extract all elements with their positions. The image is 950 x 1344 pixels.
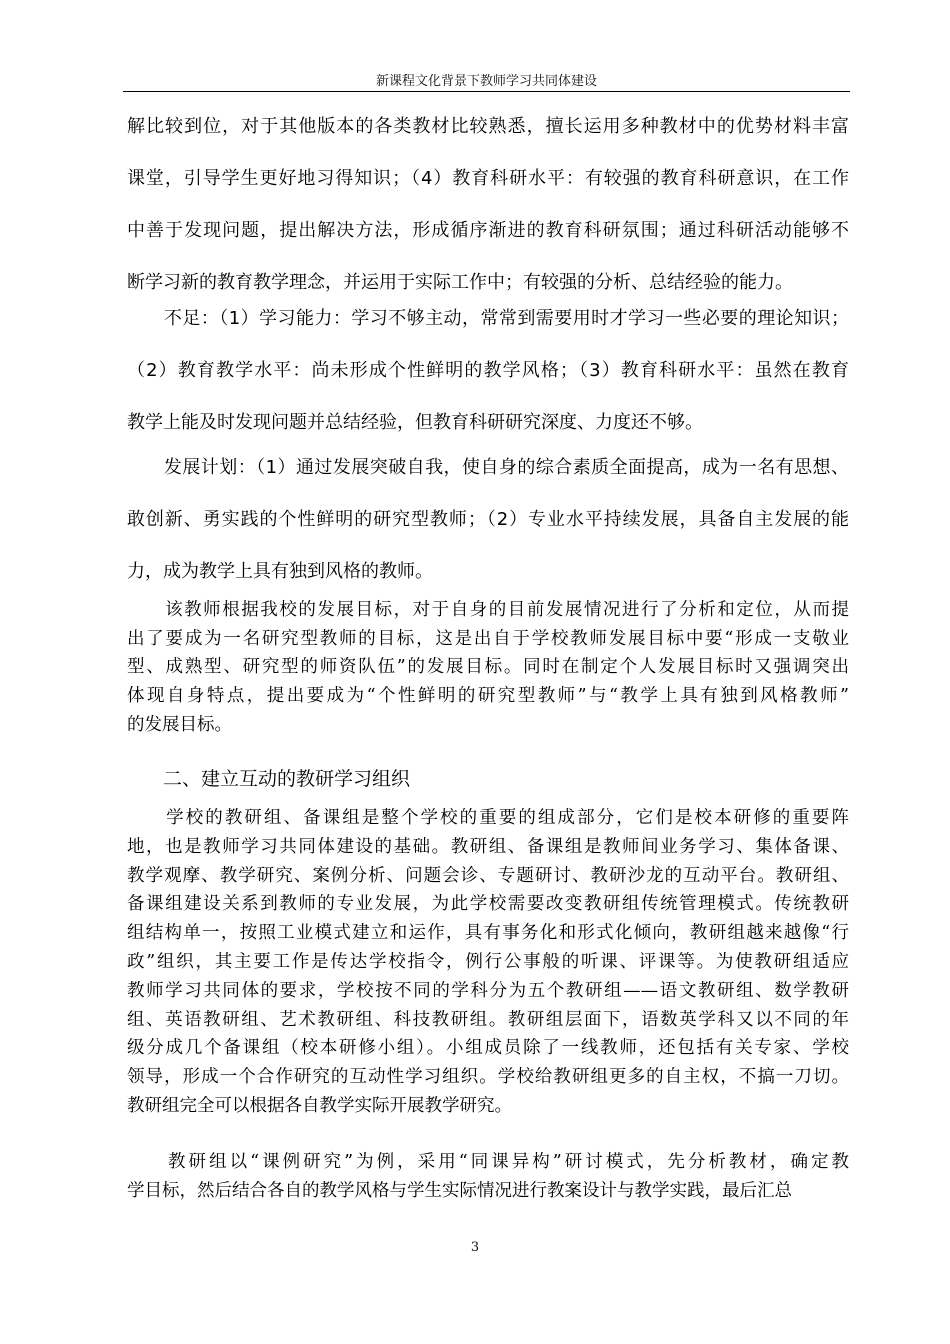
- text-line: 教研组以“课例研究”为例，采用“同课异构”研讨模式，先分析教材，确定教: [127, 1152, 849, 1172]
- text-line: 学目标，然后结合各自的教学风格与学生实际情况进行教案设计与教学实践，最后汇总: [127, 1181, 792, 1201]
- text-line: 断学习新的教育教学理念，并运用于实际工作中；有较强的分析、总结经验的能力。: [127, 272, 793, 293]
- text-line: 出了要成为一名研究型教师的目标，这是出自于学校教师发展目标中要“形成一支敬业: [127, 628, 849, 649]
- text-line: 级分成几个备课组（校本研修小组）。小组成员除了一线教师，还包括有关专家、学校: [127, 1038, 849, 1059]
- text-line: 解比较到位，对于其他版本的各类教材比较熟悉，擅长运用多种教材中的优势材料丰富: [127, 116, 849, 137]
- text-line: 体现自身特点，提出要成为“个性鲜明的研究型教师”与“教学上具有独到风格教师”: [127, 686, 849, 707]
- text-line: 组结构单一，按照工业模式建立和运作，具有事务化和形式化倾向，教研组越来越像“行: [127, 923, 849, 944]
- text-line: 课堂，引导学生更好地习得知识；（4）教育科研水平：有较强的教育科研意识，在工作: [127, 168, 849, 189]
- text-line: 中善于发现问题，提出解决方法，形成循序渐进的教育科研氛围；通过科研活动能够不: [127, 220, 849, 241]
- running-header: 新课程文化背景下教师学习共同体建设: [375, 74, 597, 89]
- text-line: 该教师根据我校的发展目标，对于自身的目前发展情况进行了分析和定位，从而提: [127, 600, 849, 620]
- text-line: 敢创新、勇实践的个性鲜明的研究型教师；（2）专业水平持续发展，具备自主发展的能: [127, 509, 849, 530]
- paragraph-analysis: [127, 596, 849, 740]
- header-rule: [123, 91, 850, 92]
- text-line: 教研组完全可以根据各自教学实际开展教学研究。: [127, 1095, 512, 1116]
- text-line: 领导，形成一个合作研究的互动性学习组织。学校给教研组更多的自主权，不搞一刀切。: [127, 1067, 849, 1088]
- text-line: 教师学习共同体的要求，学校按不同的学科分为五个教研组——语文教研组、数学教研: [127, 980, 849, 1001]
- text-line: 政”组织，其主要工作是传达学校指令，例行公事般的听课、评课等。为使教研组适应: [127, 951, 849, 972]
- text-line: （2）教育教学水平：尚未形成个性鲜明的教学风格；（3）教育科研水平：虽然在教育: [127, 360, 849, 381]
- page-number: 3: [470, 1240, 480, 1255]
- text-line: 地，也是教师学习共同体建设的基础。教研组、备课组是教师间业务学习、集体备课、: [127, 836, 849, 857]
- text-line: 教学观摩、教学研究、案例分析、问题会诊、专题研讨、教研沙龙的互动平台。教研组、: [127, 865, 849, 886]
- paragraph-abilities-continued: [127, 101, 849, 309]
- text-line: 教学上能及时发现问题并总结经验，但教育科研研究深度、力度还不够。: [127, 412, 703, 433]
- text-line: 发展计划：（1）通过发展突破自我，使自身的综合素质全面提高，成为一名有思想、: [127, 457, 849, 478]
- paragraph-lesson-study: [127, 1148, 849, 1206]
- text-line: 组、英语教研组、艺术教研组、科技教研组。教研组层面下，语数英学科又以不同的年: [127, 1009, 849, 1030]
- text-line: 型、成熟型、研究型的师资队伍”的发展目标。同时在制定个人发展目标时又强调突出: [127, 657, 849, 678]
- section-heading: 二、建立互动的教研学习组织: [163, 768, 411, 790]
- text-line: 力，成为教学上具有独到风格的教师。: [127, 561, 433, 582]
- text-line: 学校的教研组、备课组是整个学校的重要的组成部分，它们是校本研修的重要阵: [127, 808, 849, 828]
- text-line: 不足：（1）学习能力：学习不够主动，常常到需要用时才学习一些必要的理论知识；: [127, 308, 849, 329]
- text-line: 备课组建设关系到教师的专业发展，为此学校需要改变教研组传统管理模式。传统教研: [127, 894, 849, 915]
- paragraph-development-plan: [127, 442, 849, 598]
- paragraph-teaching-groups: [127, 804, 849, 1121]
- text-line: 的发展目标。: [127, 714, 232, 735]
- paragraph-shortcomings: [127, 293, 849, 449]
